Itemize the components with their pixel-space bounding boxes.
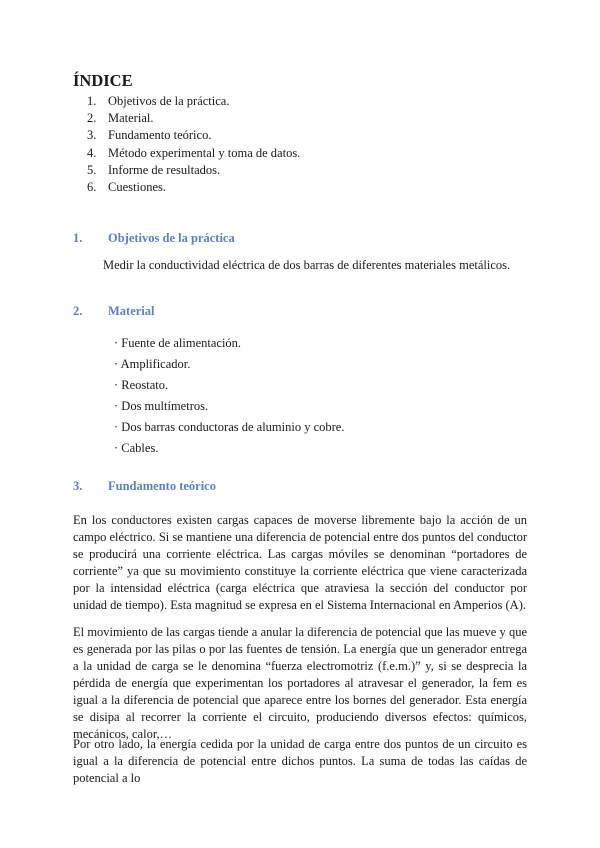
section-title: Material xyxy=(108,304,155,318)
index-item xyxy=(87,110,300,127)
index-item-number: 4. xyxy=(87,145,97,160)
index-item-number: 5. xyxy=(87,162,97,177)
index-item xyxy=(87,145,300,162)
theory-paragraph: En los conductores existen cargas capaces de moverse libremente bajo la acción de un campo eléctrico. Si se mantiene una diferencia de potencial entre dos puntos del conductor se producirá una corriente eléctrica. Las cargas móviles se denominan “portadores de corriente” ya que su movimiento constituye la corriente eléctrica que viene caracterizada por la intensidad eléctrica (carga eléctrica que atraviesa la sección del conductor por unidad de tiempo). Esta magnitud se expresa en el Sistema Internacional en Amperios (A). xyxy=(73,513,527,612)
index-item xyxy=(87,179,300,196)
list-item: · Dos barras conductoras de aluminio y cobre. xyxy=(114,420,345,434)
index-item-label: Material. xyxy=(108,111,154,126)
list-item: · Dos multímetros. xyxy=(114,399,209,413)
index-item-number: 2. xyxy=(87,111,97,126)
section-heading-theory xyxy=(73,479,216,494)
section-heading-material xyxy=(73,304,155,319)
index-item-number: 1. xyxy=(87,94,97,108)
list-item: · Amplificador. xyxy=(114,357,191,371)
list-item: · Reostato. xyxy=(114,378,169,392)
index-item-label: Informe de resultados. xyxy=(108,162,221,177)
list-item: · Cables. xyxy=(114,441,159,455)
section-number: 1. xyxy=(73,231,83,245)
section-title: Fundamento teórico xyxy=(108,479,216,493)
objective-text: Medir la conductividad eléctrica de dos barras de diferentes materiales metálicos. xyxy=(103,258,511,272)
theory-paragraph: Por otro lado, la energía cedida por la unidad de carga entre dos puntos de un circuito es igual a la diferencia de potencial entre dichos puntos. La suma de todas las caídas de potencial a lo xyxy=(73,737,527,785)
index-item-label: Cuestiones. xyxy=(108,179,166,194)
section-number: 3. xyxy=(73,479,83,493)
material-list xyxy=(114,335,344,461)
section-number: 2. xyxy=(73,304,83,318)
index-item-number: 3. xyxy=(87,128,97,143)
section-title: Objetivos de la práctica xyxy=(108,231,235,245)
index-item-label: Método experimental y toma de datos. xyxy=(108,145,301,160)
index-item-number: 6. xyxy=(87,179,97,194)
index-list xyxy=(87,93,300,196)
index-item-label: Objetivos de la práctica. xyxy=(108,94,230,108)
index-item xyxy=(87,127,300,144)
index-item xyxy=(87,162,300,179)
index-title: ÍNDICE xyxy=(73,71,133,90)
index-item-label: Fundamento teórico. xyxy=(108,128,212,143)
index-item xyxy=(87,93,300,110)
list-item: · Fuente de alimentación. xyxy=(114,336,242,350)
section-heading-objectives xyxy=(73,231,235,246)
theory-paragraph: El movimiento de las cargas tiende a anular la diferencia de potencial que las mueve y que es generada por las pilas o por las fuentes de tensión. La energía que un generador entrega a la unidad de carga se le denomina “fuerza electromotriz (f.e.m.)” y, si se desprecia la pérdida de energía que experimentan los portadores al atravesar el generador, la fem es igual a la diferencia de potencial que aparece entre los bornes del generador. Esta energía se disipa al recorrer la corriente el circuito, produciendo diversos efectos: químicos, mecánicos, calor,… xyxy=(73,625,527,741)
